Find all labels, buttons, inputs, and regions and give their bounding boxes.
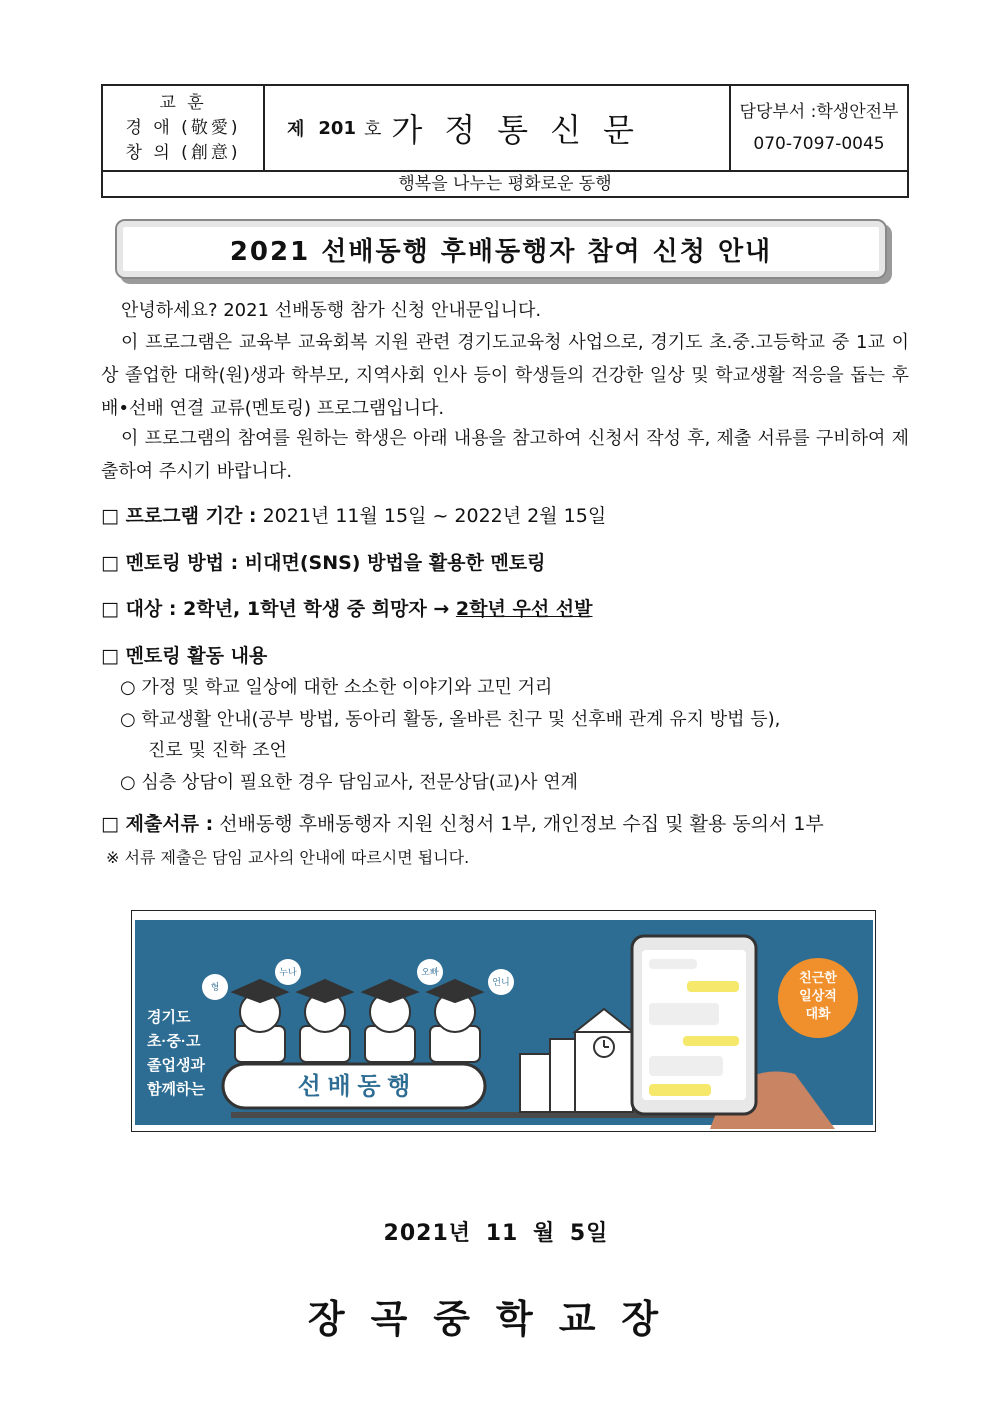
badge-line-2: 일상적 (799, 988, 837, 1003)
submission-documents (101, 811, 824, 837)
bubble-4: 언니 (492, 977, 510, 987)
newsletter-name: 가정통신문 (391, 111, 656, 149)
docs-label: □ 제출서류 : (101, 813, 214, 835)
description-paragraph: 이 프로그램은 교육부 교육회복 지원 관련 경기도교육청 사업으로, 경기도 초.중.고등학교 중 1교 이상 졸업한 대학(원)생과 학부모, 지역사회 인사 등이 학생들의 건강한 일상 및 학교생활 적응을 돕는 후배•선배 연결 교류(멘토링) 프로그램입니다. (101, 332, 909, 419)
program-period (101, 503, 606, 529)
period-label: □ 프로그램 기간 : (101, 505, 257, 527)
side-text-3: 졸업생과 (147, 1057, 205, 1074)
bubble-2: 누나 (279, 967, 297, 977)
newsletter-title-cell (263, 86, 735, 170)
smartphone-icon (632, 936, 756, 1114)
issue-suffix: 호 (363, 119, 382, 140)
request-paragraph: 이 프로그램의 참여를 원하는 학생은 아래 내용을 참고하여 신청서 작성 후, 제출 서류를 구비하여 제출하여 주시기 바랍니다. (101, 428, 909, 482)
issue-date: 2021년 11 월 5일 (383, 1221, 609, 1246)
activity-item-3: ○ 심층 상담이 필요한 경우 담임교사, 전문상담(교)사 연계 (120, 772, 579, 793)
badge-line-1: 친근한 (799, 970, 837, 985)
side-text-1: 경기도 (147, 1009, 191, 1026)
brand-text: 선 배 동 행 (297, 1073, 411, 1100)
issue-prefix: 제 (287, 119, 305, 140)
school-motto (103, 86, 265, 170)
side-text-4: 함께하는 (147, 1081, 205, 1098)
target-students (101, 596, 593, 622)
activity-label: □ 멘토링 활동 내용 (101, 645, 268, 667)
department-info (729, 86, 907, 170)
side-text-2: 초·중·고 (147, 1033, 201, 1050)
page-title: 2021 선배동행 후배동행자 참여 신청 안내 (229, 236, 773, 267)
target-priority: 2학년 우선 선발 (455, 598, 593, 620)
slogan: 행복을 나누는 평화로운 동행 (398, 174, 612, 194)
activity-item-1: ○ 가정 및 학교 일상에 대한 소소한 이야기와 고민 거리 (120, 677, 553, 698)
docs-value: 선배동행 후배동행자 지원 신청서 1부, 개인정보 수집 및 활용 동의서 1부 (213, 813, 824, 835)
bubble-3: 오빠 (421, 967, 439, 977)
method-label: □ 멘토링 방법 : 비대면(SNS) 방법을 활용한 멘토링 (101, 552, 546, 574)
motto-line-1: 경 애 (敬愛) (125, 117, 241, 138)
issue-number: 201 (318, 117, 356, 139)
department: 담당부서 :학생안전부 (739, 102, 899, 122)
principal-signature: 장곡중학교장 (307, 1297, 685, 1341)
newsletter-header (101, 84, 909, 198)
badge-line-3: 대화 (805, 1006, 831, 1021)
activity-item-2: ○ 학교생활 안내(공부 방법, 동아리 활동, 올바른 친구 및 선후배 관계 유지 방법 등), (120, 709, 781, 730)
illustration-graphic (135, 914, 873, 1129)
target-label: □ 대상 : 2학년, 1학년 학생 중 희망자 → (101, 598, 456, 620)
header-top-row (103, 86, 907, 172)
bubble-1: 형 (210, 982, 220, 992)
motto-line-2: 창 의 (創意) (125, 142, 241, 163)
greeting-paragraph: 안녕하세요? 2021 선배동행 참가 신청 안내문입니다. (121, 300, 542, 321)
program-illustration (131, 910, 876, 1132)
mentoring-method (101, 550, 546, 576)
motto-label: 교 훈 (159, 92, 207, 113)
activity-item-2-cont: 진로 및 진학 조언 (148, 740, 287, 761)
phone-number: 070-7097-0045 (753, 134, 885, 154)
activity-heading (101, 643, 267, 669)
period-value: 2021년 11월 15일 ~ 2022년 2월 15일 (256, 505, 607, 527)
title-banner (115, 219, 887, 279)
submission-note: ※ 서류 제출은 담임 교사의 안내에 따르시면 됩니다. (106, 848, 470, 867)
